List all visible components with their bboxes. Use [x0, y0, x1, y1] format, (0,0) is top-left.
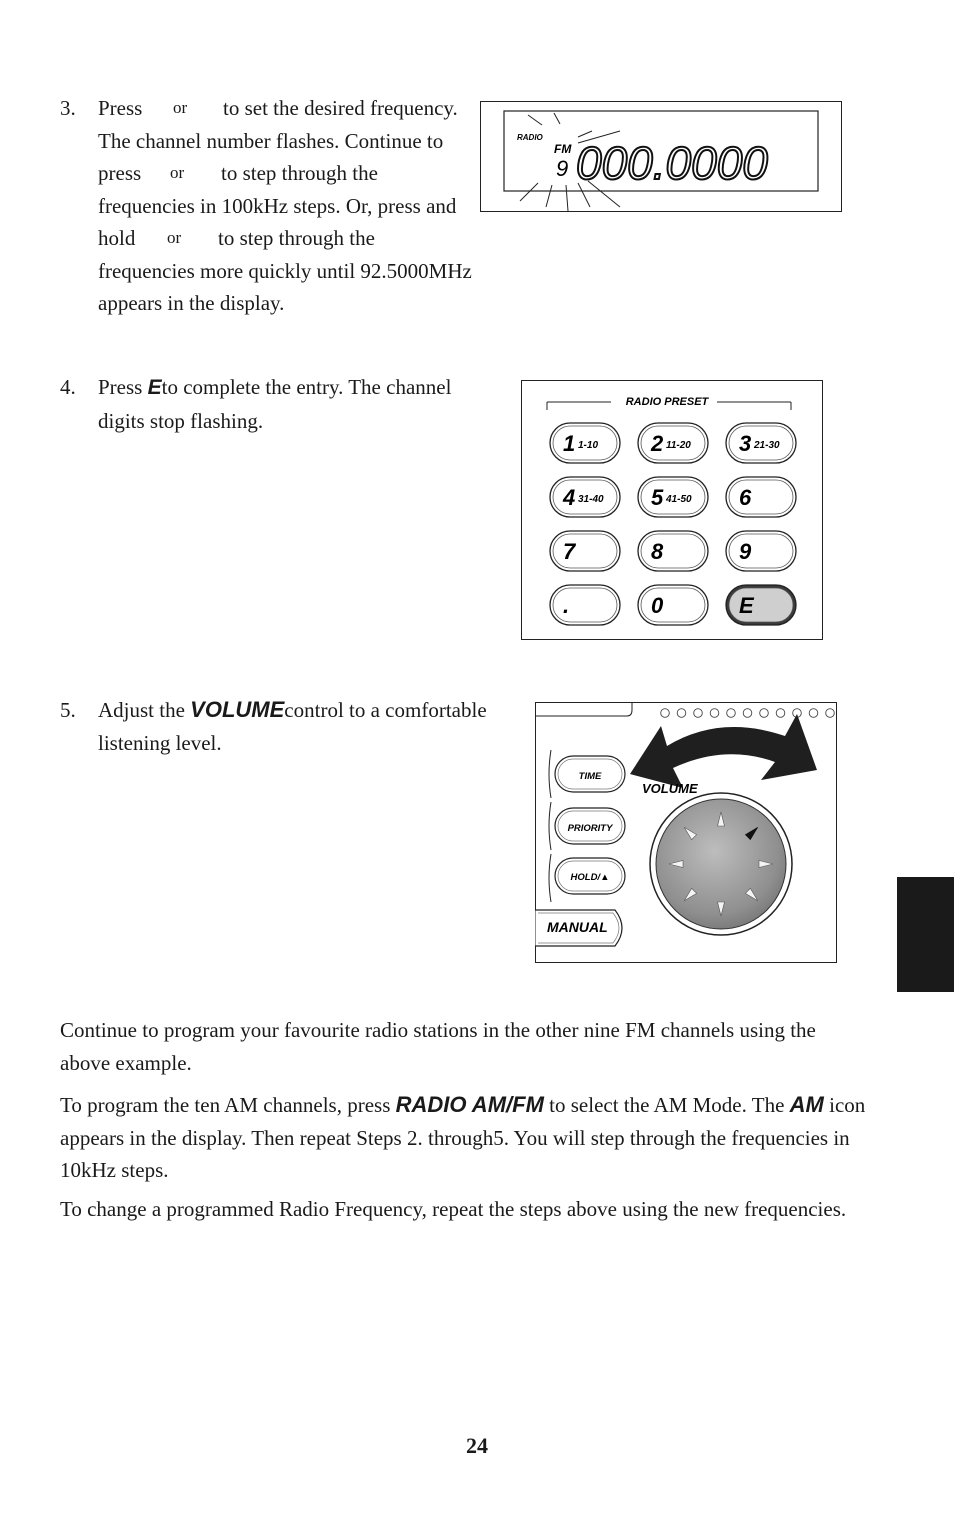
key-digit: 7 [563, 539, 576, 564]
key-range: 31-40 [578, 494, 604, 505]
key-digit: 9 [739, 539, 752, 564]
keypad-illustration [521, 380, 824, 641]
svg-text:HOLD/▲: HOLD/▲ [570, 872, 610, 883]
key-digit: 0 [651, 593, 664, 618]
lcd-display-illustration [480, 101, 843, 213]
led-dot [727, 709, 736, 718]
keypad-key-5[interactable] [638, 477, 708, 517]
step-text: Press or to set the desired frequency. The channel number flashes. Continue to press or to step through the frequencies in 100kHz steps. Or, press and hold or to step through the frequencies more quickly until 92.5000MHz appears in the display. [98, 96, 472, 315]
keypad-key-4[interactable] [550, 477, 620, 517]
volume-control-figure [535, 702, 838, 969]
radio-preset-keypad-figure [521, 380, 824, 646]
page-number: 24 [466, 1433, 488, 1458]
keypad-key-dot[interactable] [550, 585, 620, 625]
frequency-readout: 000.0000 [576, 137, 768, 189]
svg-text:PRIORITY: PRIORITY [567, 823, 613, 834]
step-text: Adjust the VOLUMEcontrol to a comfortable listening level. [98, 697, 487, 755]
key-digit: 6 [739, 485, 752, 510]
volume-knob[interactable] [650, 793, 792, 935]
fm-label: FM [554, 142, 572, 156]
led-dot [710, 709, 719, 718]
keypad-key-1[interactable] [550, 423, 620, 463]
key-digit: . [563, 593, 570, 618]
channel-digit: 9 [556, 156, 569, 181]
keypad-key-0[interactable] [638, 585, 708, 625]
paragraph-change-frequency: To change a programmed Radio Frequency, repeat the steps above using the new frequencies. [60, 1197, 847, 1221]
keypad-key-9[interactable] [726, 531, 796, 571]
section-tab [897, 877, 954, 992]
paragraph-am-channels: To program the ten AM channels, press RADIO AM/FM to select the AM Mode. The AM icon appears in the display. Then repeat Steps 2. through5. You will step through the frequencies in 10kHz steps. [60, 1092, 866, 1182]
led-dot [809, 709, 818, 718]
radio-label: RADIO [517, 133, 543, 142]
keypad-key-7[interactable] [550, 531, 620, 571]
radio-am-fm-label: RADIO AM/FM [395, 1092, 544, 1117]
led-dot [760, 709, 769, 718]
key-digit: 4 [563, 485, 576, 510]
keypad-key-8[interactable] [638, 531, 708, 571]
lcd-display-figure [480, 101, 843, 218]
manual-button[interactable] [536, 910, 623, 946]
key-digit: 8 [651, 539, 664, 564]
key-range: 1-10 [578, 440, 599, 451]
step-number: 3. [60, 96, 76, 120]
svg-text:MANUAL: MANUAL [547, 919, 608, 935]
key-range: 11-20 [666, 440, 691, 451]
key-range: 21-30 [754, 440, 780, 451]
step-number: 4. [60, 375, 76, 399]
key-digit: 1 [563, 431, 576, 456]
am-icon-label: AM [789, 1092, 824, 1117]
e-key-label: E [147, 376, 162, 399]
led-dot [743, 709, 752, 718]
led-dot [661, 709, 670, 718]
keypad-key-e[interactable] [726, 585, 796, 625]
keypad-title: RADIO PRESET [625, 396, 709, 408]
step-number: 5. [60, 698, 76, 722]
keypad-key-6[interactable] [726, 477, 796, 517]
key-digit: E [739, 593, 754, 618]
volume-knob-label: VOLUME [642, 781, 698, 796]
led-dot [776, 709, 785, 718]
keypad-key-2[interactable] [638, 423, 708, 463]
svg-text:TIME: TIME [578, 771, 602, 782]
volume-panel-illustration [535, 702, 838, 964]
led-dot [826, 709, 835, 718]
key-digit: 2 [651, 431, 664, 456]
step-text: Press Eto complete the entry. The channel digits stop flashing. [98, 375, 452, 433]
key-digit: 3 [739, 431, 752, 456]
led-dot [677, 709, 686, 718]
volume-label: VOLUME [190, 697, 285, 722]
led-dot [694, 709, 703, 718]
key-digit: 5 [651, 485, 664, 510]
key-range: 41-50 [666, 494, 692, 505]
paragraph-continue: Continue to program your favourite radio stations in the other nine FM channels using the above example. [60, 1018, 816, 1075]
keypad-key-3[interactable] [726, 423, 796, 463]
